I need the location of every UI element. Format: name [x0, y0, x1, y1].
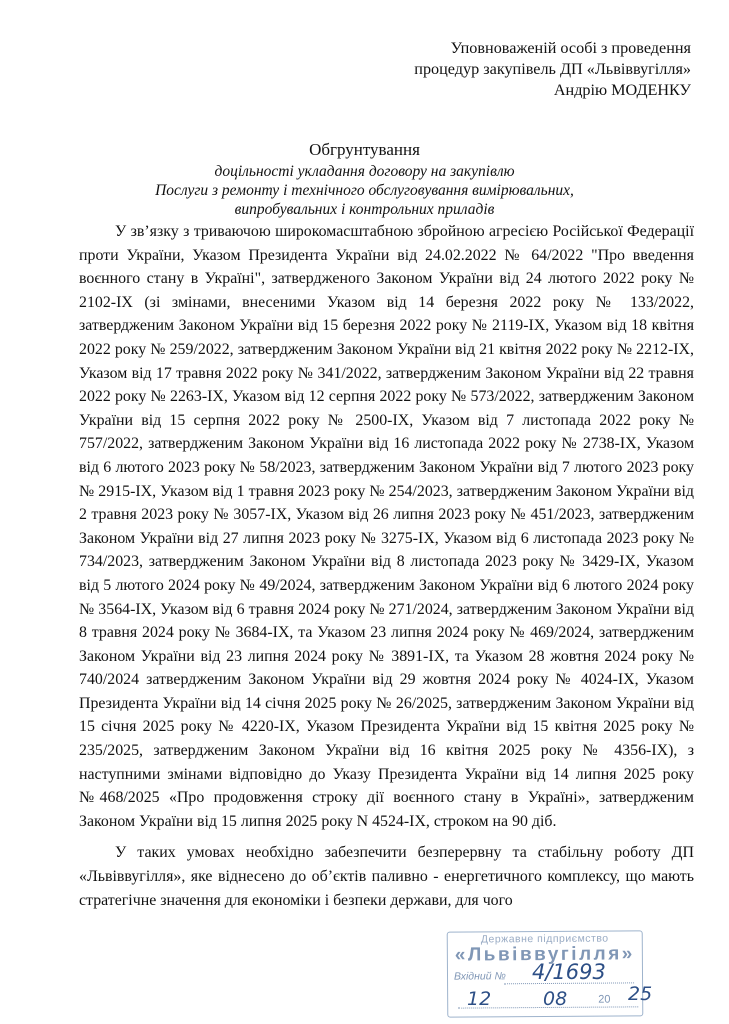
subtitle-line: доцільності укладання договору на закупівлю [214, 163, 515, 180]
subtitle-line: випробувальних і контрольних приладів [234, 201, 495, 218]
document-subtitle [0, 162, 729, 219]
body-paragraph: У таких умовах необхідно забезпечити безперервну та стабільну роботу ДП «Львіввугілля», яке віднесено до об’єктів паливно - енергетичного комплексу, що мають стратегічне значення для економіки і безпеки держави, для чого [79, 844, 694, 909]
stamp-year-prefix: 20 [598, 993, 611, 1006]
stamp-incoming-label: Вхідний № [453, 970, 506, 983]
document-title: Обгрунтування [309, 140, 420, 159]
addressee-line: Уповноваженій особі з проведення [450, 39, 691, 57]
document-body [79, 220, 694, 912]
addressee-block [414, 38, 691, 101]
body-paragraph: У зв’язку з триваючою широкомасштабною збройною агресією Російської Федерації проти України, Указом Президента України від 24.02.2022 № 64/2022 "Про введення воєнного стану в Україні", затвердженого Законом України від 24 лютого 2022 року № 2102-IX (зі змінами, внесеними Указом від 14 березня 2022 року № 133/2022, затвердженим Законом України від 15 березня 2022 року № 2119-IX, Указом від 18 квітня 2022 року № 259/2022, затвердженим Законом України від 21 квітня 2022 року № 2212-IX, Указом від 17 травня 2022 року № 341/2022, затвердженим Законом України від 22 травня 2022 року № 2263-IX, Указом від 12 серпня 2022 року № 573/2022, затвердженим Законом України від 15 серпня 2022 року № 2500-IX, Указом від 7 листопада 2022 року № 757/2022, затвердженим Законом України від 16 листопада 2022 року № 2738-IX, Указом від 6 лютого 2023 року № 58/2023, затвердженим Законом України від 7 лютого 2023 року № 2915-IX, Указом від 1 травня 2023 року № 254/2023, затвердженим Законом України від 2 травня 2023 року № 3057-IX, Указом від 26 липня 2023 року № 451/2023, затвердженим Законом України від 27 липня 2023 року № 3275-IX, Указом від 6 листопада 2023 року № 734/2023, затвердженим Законом України від 8 листопада 2023 року № 3429-IX, Указом від 5 лютого 2024 року № 49/2024, затвердженим Законом України від 6 лютого 2024 року № 3564-IX, Указом від 6 травня 2024 року № 271/2024, затвердженим Законом України від 8 травня 2024 року № 3684-IX, та Указом 23 липня 2024 року № 469/2024, затвердженим Законом України від 23 липня 2024 року № 3891-IX, та Указом 28 жовтня 2024 року № 740/2024 затвердженим Законом України від 29 жовтня 2024 року № 4024-IX, Указом Президента України від 14 січня 2025 року № 26/2025, затвердженим Законом України від 15 січня 2025 року № 4220-IX, Указом Президента України від 15 квітня 2025 року № 235/2025, затвердженим Законом України від 16 квітня 2025 року № 4356-IX), з наступними змінами відповідно до Указу Президента України від 14 липня 2025 року №468/2025 «Про продовження строку дії воєнного стану в Україні», затвердженим Законом України від 15 липня 2025 року N 4524-IX, строком на 90 діб. [79, 223, 694, 830]
handwritten-incoming-number: 4/1693 [532, 960, 606, 984]
addressee-name: Андрію МОДЕНКУ [553, 81, 691, 99]
stamp-org-type: Державне підприємство [480, 932, 609, 946]
handwritten-month: 08 [543, 988, 568, 1010]
addressee-line: процедур закупівель ДП «Львіввугілля» [414, 60, 691, 78]
handwritten-year: 25 [628, 983, 653, 1005]
stamp-org-name: «Львіввугілля» [454, 943, 635, 966]
handwritten-day: 12 [467, 988, 492, 1010]
subtitle-line: Послуги з ремонту і технічного обслуговування вимірювальних, [155, 182, 574, 199]
